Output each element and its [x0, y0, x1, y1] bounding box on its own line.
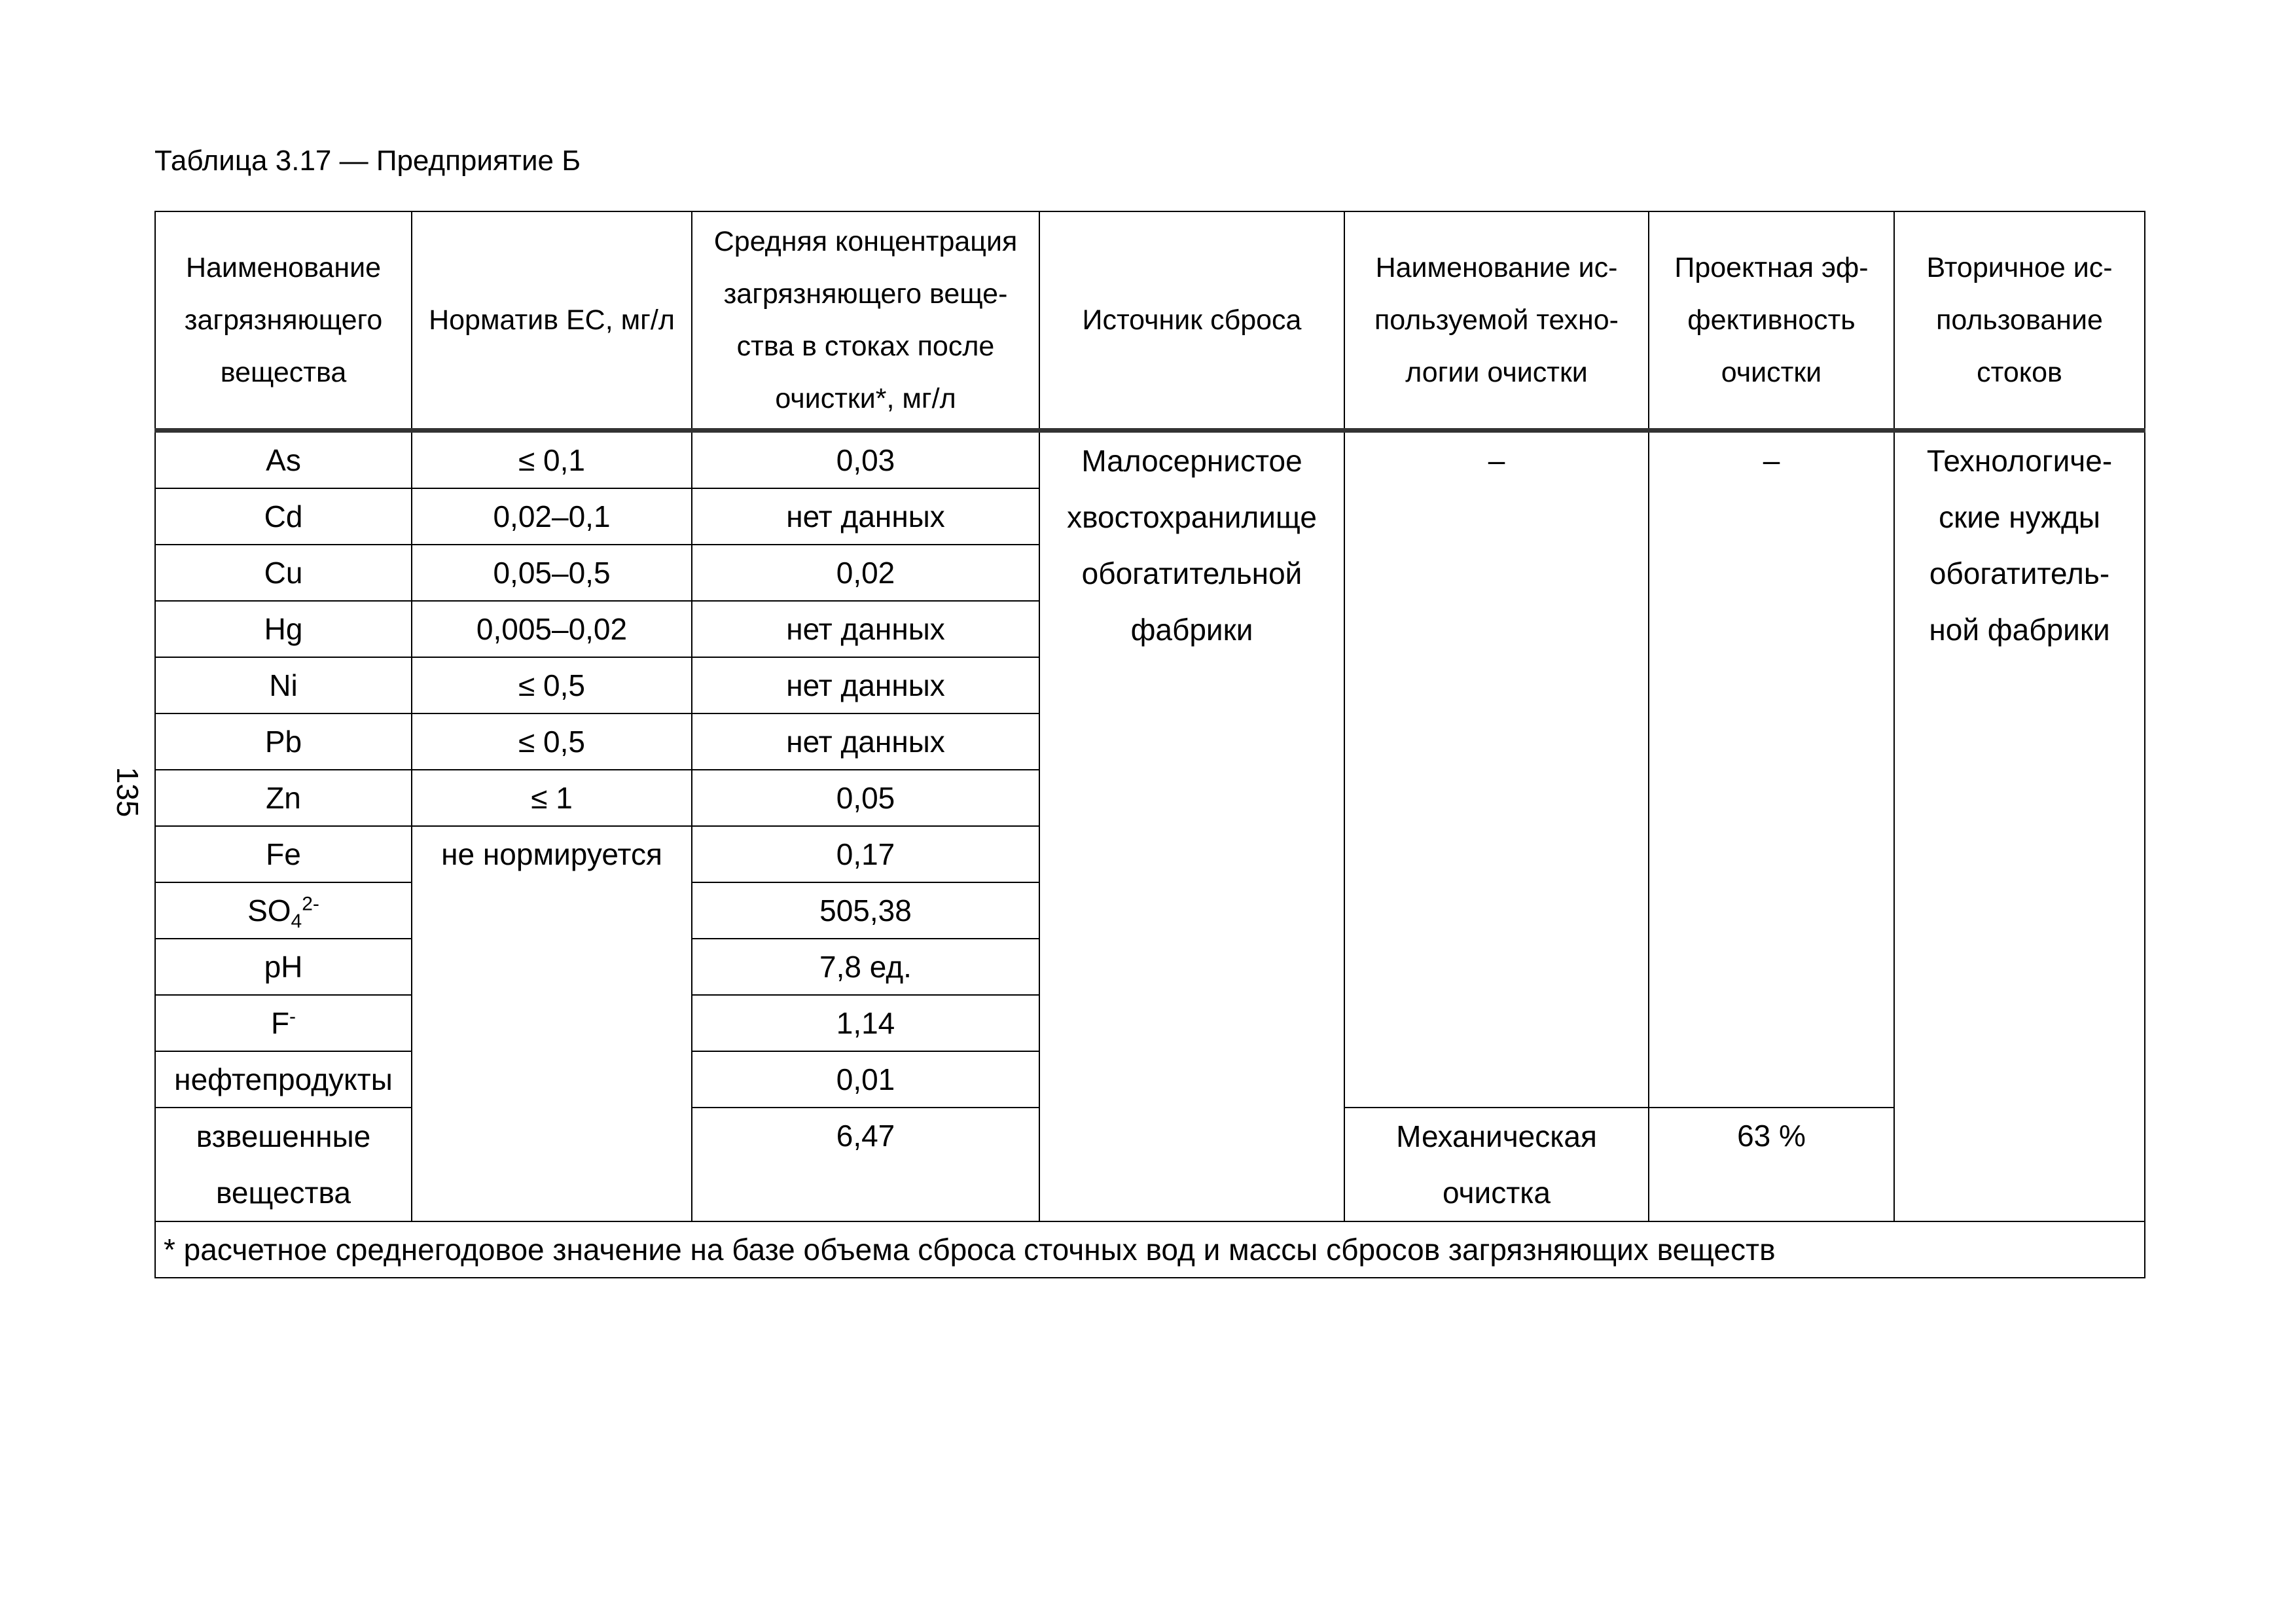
cell-technology-suspended: Механическая очистка [1344, 1108, 1649, 1221]
page-number: 135 [111, 767, 145, 818]
cell-concentration: 7,8 ед. [692, 939, 1039, 995]
cell-efficiency-suspended: 63 % [1649, 1108, 1894, 1221]
cell-substance: Cd [155, 488, 412, 545]
cell-concentration: 0,03 [692, 431, 1039, 489]
table-caption: Таблица 3.17 — Предприятие Б [154, 145, 581, 177]
header-efficiency: Проектная эф- фективность очистки [1649, 211, 1894, 431]
cell-substance: As [155, 431, 412, 489]
cell-norm: ≤ 0,5 [412, 713, 692, 770]
cell-norm: 0,05–0,5 [412, 545, 692, 601]
table-row [155, 431, 2145, 489]
cell-concentration: 0,17 [692, 826, 1039, 882]
cell-substance: взвешенные вещества [155, 1108, 412, 1221]
cell-substance: Hg [155, 601, 412, 657]
table-header-row [155, 211, 2145, 431]
cell-substance: Zn [155, 770, 412, 826]
cell-concentration: 0,05 [692, 770, 1039, 826]
cell-concentration: 6,47 [692, 1108, 1039, 1221]
cell-substance: F- [155, 995, 412, 1051]
table-footnote: * расчетное среднегодовое значение на базе объема сброса сточных вод и массы сбросов загрязняющих веществ [155, 1221, 2145, 1278]
cell-norm: ≤ 0,5 [412, 657, 692, 713]
header-source: Источник сброса [1039, 211, 1344, 431]
cell-technology: – [1344, 431, 1649, 1108]
cell-substance: Pb [155, 713, 412, 770]
cell-efficiency: – [1649, 431, 1894, 1108]
cell-substance: $SO_4^{2-}$ [155, 882, 412, 939]
cell-substance: Cu [155, 545, 412, 601]
cell-concentration: нет данных [692, 601, 1039, 657]
header-substance: Наименование загрязняющего вещества [155, 211, 412, 431]
cell-concentration: нет данных [692, 657, 1039, 713]
cell-norm: ≤ 1 [412, 770, 692, 826]
cell-norm: 0,02–0,1 [412, 488, 692, 545]
cell-substance: pH [155, 939, 412, 995]
cell-substance: нефтепродукты [155, 1051, 412, 1108]
cell-concentration: 0,02 [692, 545, 1039, 601]
cell-concentration: нет данных [692, 713, 1039, 770]
header-norm: Норматив ЕС, мг/л [412, 211, 692, 431]
cell-norm-not-normed: не нормируется [412, 826, 692, 1221]
cell-discharge-source: Малосернистое хвостохранилище обогатительной фабрики [1039, 431, 1344, 1222]
header-technology: Наименование ис- пользуемой техно- логии очистки [1344, 211, 1649, 431]
header-concentration: Средняя концентрация загрязняющего веще- ства в стоках после очистки*, мг/л [692, 211, 1039, 431]
cell-concentration: нет данных [692, 488, 1039, 545]
cell-norm: ≤ 0,1 [412, 431, 692, 489]
pollutants-table [154, 211, 2145, 1278]
cell-substance: Ni [155, 657, 412, 713]
cell-concentration: 0,01 [692, 1051, 1039, 1108]
cell-norm: 0,005–0,02 [412, 601, 692, 657]
cell-substance: Fe [155, 826, 412, 882]
cell-concentration: 505,38 [692, 882, 1039, 939]
table-footnote-row [155, 1221, 2145, 1278]
cell-secondary-use: Технологиче- ские нужды обогатитель- ной фабрики [1894, 431, 2145, 1222]
header-secondary-use: Вторичное ис- пользование стоков [1894, 211, 2145, 431]
cell-concentration: 1,14 [692, 995, 1039, 1051]
